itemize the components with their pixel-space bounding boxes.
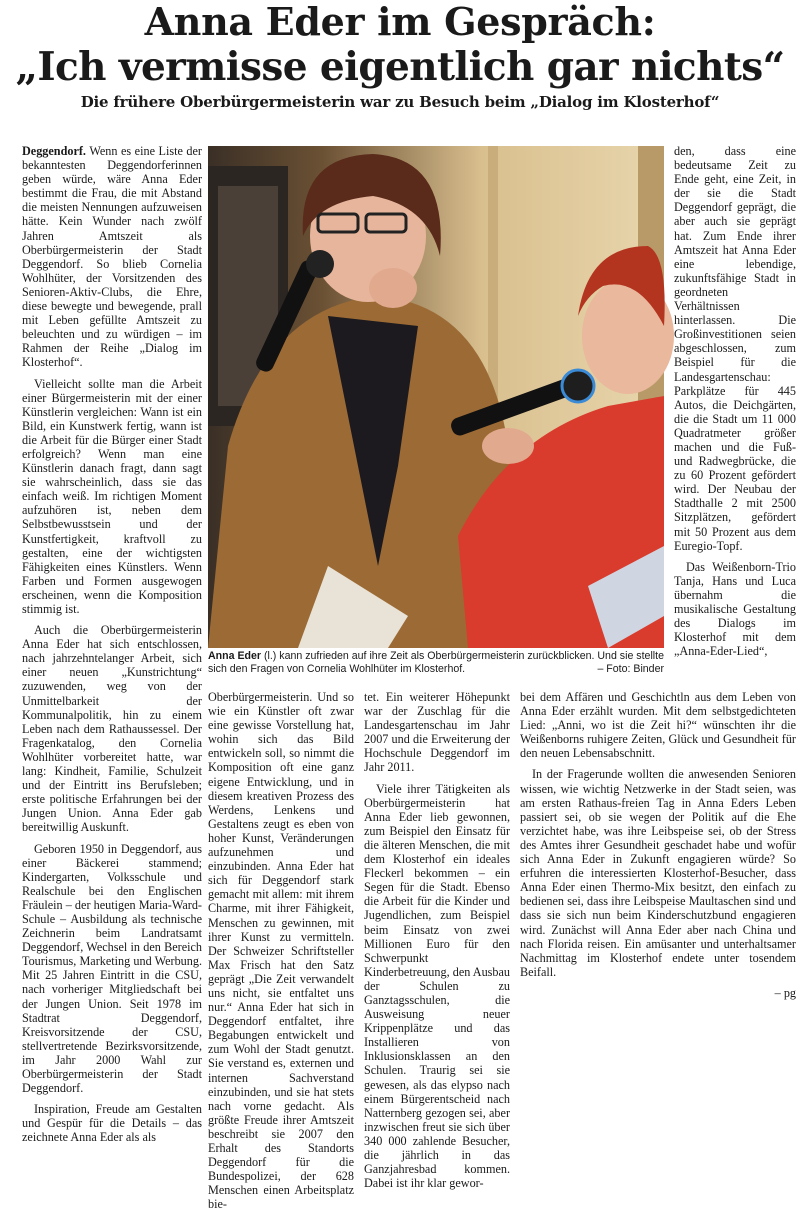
paragraph: Viele ihrer Tätigkeiten als Oberbürgermeisterin hat Anna Eder lieb gewonnen, zum Beispiel den Einsatz für die älteren Menschen, die mit dem Klosterhof ein ideales Fleckerl bekommen – ein Segen für die Stadt. Ebenso die Arbeit für die Kinder und Jugendlichen, zum Beispiel beim Einsatz von zwei Millionen Euro für den Schwerpunkt Kinderbetreuung, den Ausbau der Schulen zu Ganztagsschulen, die Ausweisung neuer Krippenplätze und das Installieren von Inklusionsklassen an den Schulen. Traurig sei sie gewesen, als das elypso nach einem Bürgerentscheid nach Natternberg gezogen sei, aber inzwischen freut sie sich über 340 000 zahlende Besucher, die jährlich in das Ganzjahresbad kommen. Dabei ist ihr klar gewor-: [364, 781, 510, 1191]
headline-line-2: „Ich vermisse eigentlich gar nichts“: [15, 44, 785, 90]
paragraph: Vielleicht sollte man die Arbeit einer Bürgermeisterin mit der einer Künstlerin vergleichen: Wann ist ein Bild, ein Kunstwerk fertig, wann ist die Arbeit für die Bürger einer Stadt erfolgreich? Wenn man eine Künstlerin danach fragt, dann sagt sie wahrscheinlich, dass sie das einfach weiß. Im richtigen Moment aufzuhören ist, neben dem Selbstbewusstsein und der Kunstfertigkeit, kraftvoll zu gestalten, eine der wichtigsten Fähigkeiten eines Künstlers. Wenn Farben und Formen ausgewogen erscheinen, wenn die Komposition stimmig ist.: [22, 376, 202, 616]
column-3: [364, 690, 510, 1191]
paragraph: Auch die Oberbürgermeisterin Anna Eder hat sich entschlossen, nach jahrzehntelanger Arbeit, sich einer neuen „Kunstrichtung“ zuzuwenden, weg von der Unmittelbarkeit der Kommunalpolitik, hin zu einem Leben nach dem Rathaussessel. Der Fragenkatalog, den Cornelia Wohlhüter vorbereitet hatte, war lang: Kindheit, Familie, Schulzeit und der Eintritt ins Berufsleben; erste politische Erfahrungen bei der Jungen Union. Anna Eder gab bereitwillig Auskunft.: [22, 623, 202, 835]
column-4-bottom: [520, 690, 796, 1090]
photo-image: [208, 146, 664, 648]
headline-line-1: Anna Eder im Gespräch:: [144, 0, 656, 44]
caption-name: Anna Eder: [208, 650, 261, 662]
paragraph: bei dem Affären und Geschichtln aus dem Leben von Anna Eder erzählt wurden. Mit dem selbstgedichteten Lied: „Anni, wo ist die Zeit hi?“ wünschten ihr die Weißenborns ruhigere Zeiten, Glück und Gesundheit für den neuen Lebensabschnitt.: [520, 690, 796, 761]
paragraph: Geboren 1950 in Deggendorf, aus einer Bäckerei stammend; Kindergarten, Volksschule und Realschule bei den Englischen Fräulein – der heutigen Maria-Ward-Schule – Ausbildung als technische Zeichnerin beim Landratsamt Deggendorf, Wechsel in den Bereich Tourismus, Marketing und Werbung. Mit 25 Jahren Eintritt in die CSU, nach vorheriger Mitgliedschaft bei der Jungen Union. Seit 1978 im Stadtrat Deggendorf, Kreisvorsitzende der CSU, stellvertretende Bezirksvorsitzende, im Jahr 2000 Wahl zur Oberbürgermeisterin der Stadt Deggendorf.: [22, 841, 202, 1096]
paragraph: Deggendorf. Wenn es eine Liste der bekanntesten Deggendorferinnen geben würde, wäre Anna Eder bestimmt die Frau, die mit Abstand die meisten Nennungen aufzuweisen hätte. Kein Wunder nach zwölf Jahren Amtszeit als Oberbürgermeisterin der Stadt Deggendorf. So blieb Cornelia Wohlhüter, der Vorsitzenden des Senioren-Aktiv-Clubs, die Ehre, diese bewegte und bewegende, prall mit Leben gefüllte Amtszeit zu beleuchten und zu würdigen – im Rahmen der Reihe „Dialog im Klosterhof“.: [22, 144, 202, 370]
column-4-top: [674, 144, 796, 684]
column-2: [208, 690, 354, 1211]
subtitle: Die frühere Oberbürgermeisterin war zu Besuch beim „Dialog im Klosterhof“: [80, 93, 720, 111]
article-photo: [208, 146, 664, 648]
paragraph: Inspiration, Freude am Gestalten und Gespür für die Details – das zeichnete Anna Eder als als: [22, 1102, 202, 1145]
paragraph: In der Fragerunde wollten die anwesenden Senioren wissen, wie wichtig Netzwerke in der Stadt seien, was am ersten Rathaus-freien Tag in Anna Eders Leben passiert sei, ob sie wegen der Politik auf die Ehe verzichtet habe, was ihre Leibspeise sei, ob der Stress des Amtes ihrer Gesundheit geschadet habe und wofür sich Anna Eder in Zukunft engagieren würde? So erfuhren die interessierten Klosterhof-Besucher, dass Anna Eder einen Thermo-Mix besitzt, den einfach zu bedienen sei, dass ihre Leibspeise Maultaschen sind und dass sie sich nun beim Kinderschutzbund engagieren wird. Zunächst will Anna Eder aber nach China und nach Florida reisen. Ein amüsanter und unterhaltsamer Nachmittag im Klosterhof endete unter tosendem Beifall.: [520, 767, 796, 979]
paragraph: Das Weißenborn-Trio Tanja, Hans und Luca übernahm die musikalische Gestaltung des Dialogs im Klosterhof mit dem „Anna-Eder-Lied“,: [674, 559, 796, 659]
caption-text: (l.) kann zufrieden auf ihre Zeit als Oberbürgermeisterin zurückblicken. Und sie stellte sich den Fragen von Cornelia Wohlhüter im Klosterhof.: [208, 650, 664, 675]
photo-caption: [208, 650, 664, 676]
column-1: [22, 144, 202, 1145]
photo-credit: – Foto: Binder: [597, 663, 664, 675]
paragraph: tet. Ein weiterer Höhepunkt war der Zuschlag für die Landesgartenschau im Jahr 2007 und die Erweiterung der Hochschule Deggendorf im Jahr 2011.: [364, 690, 510, 775]
dateline: Deggendorf.: [22, 144, 86, 158]
paragraph: Oberbürgermeisterin. Und so wie ein Künstler oft zwar eine gewisse Vorstellung hat, wohin sich das Bild entwickeln soll, so nimmt die Komposition oft eine ganz eigene Entwicklung, und in diesem kreativen Prozess des Werdens, Lenkens und Gestaltens zeugt es eben von hoher Kunst, Veränderungen aufzunehmen und einzubinden. Anna Eder hat sich für Deggendorf stark gemacht mit allem: mit ihrem Charme, mit ihrer Fähigkeit, Menschen zu gewinnen, mit ihrer Kunst zu vermitteln. Der Schweizer Schriftsteller Max Frisch hat den Satz geprägt „Die Zeit verwandelt uns nicht, sie entfaltet uns nur.“ Anna Eder hat sich in Deggendorf entfaltet, ihre Begabungen entwickelt und zum Wohl der Stadt genutzt. Sie verstand es, externen und internen Sachverstand einzubinden, und sie hat stets nach vorne gedacht. Als größte Freude ihrer Amtszeit beschreibt sie 2007 den Erhalt des Standorts Deggendorf für die Bundespolizei, der 628 Menschen einen Arbeitsplatz bie-: [208, 690, 354, 1211]
headline-block: [0, 0, 800, 112]
paragraph: den, dass eine bedeutsame Zeit zu Ende geht, eine Zeit, in der sie die Stadt Deggendorf geprägt, die aber auch sie geprägt hat. Zum Ende ihrer Amtszeit hat Anna Eder eine lebendige, zukunftsfähige Stadt in geordneten Verhältnissen hinterlassen. Die Großinvestitionen seien abgeschlossen, zum Beispiel für die Landesgartenschau: Parkplätze für 445 Autos, die Deichgärten, die die Stadt um 11 000 Quadratmeter größer machen und die Fuß- und Radwegbrücke, die zu 60 Prozent gefördert wird. Der Neubau der Stadthalle 2 mit 2500 Sitzplätzen, gefördert mit 50 Prozent aus dem Euregio-Topf.: [674, 144, 796, 553]
author-initials: – pg: [774, 985, 796, 1000]
